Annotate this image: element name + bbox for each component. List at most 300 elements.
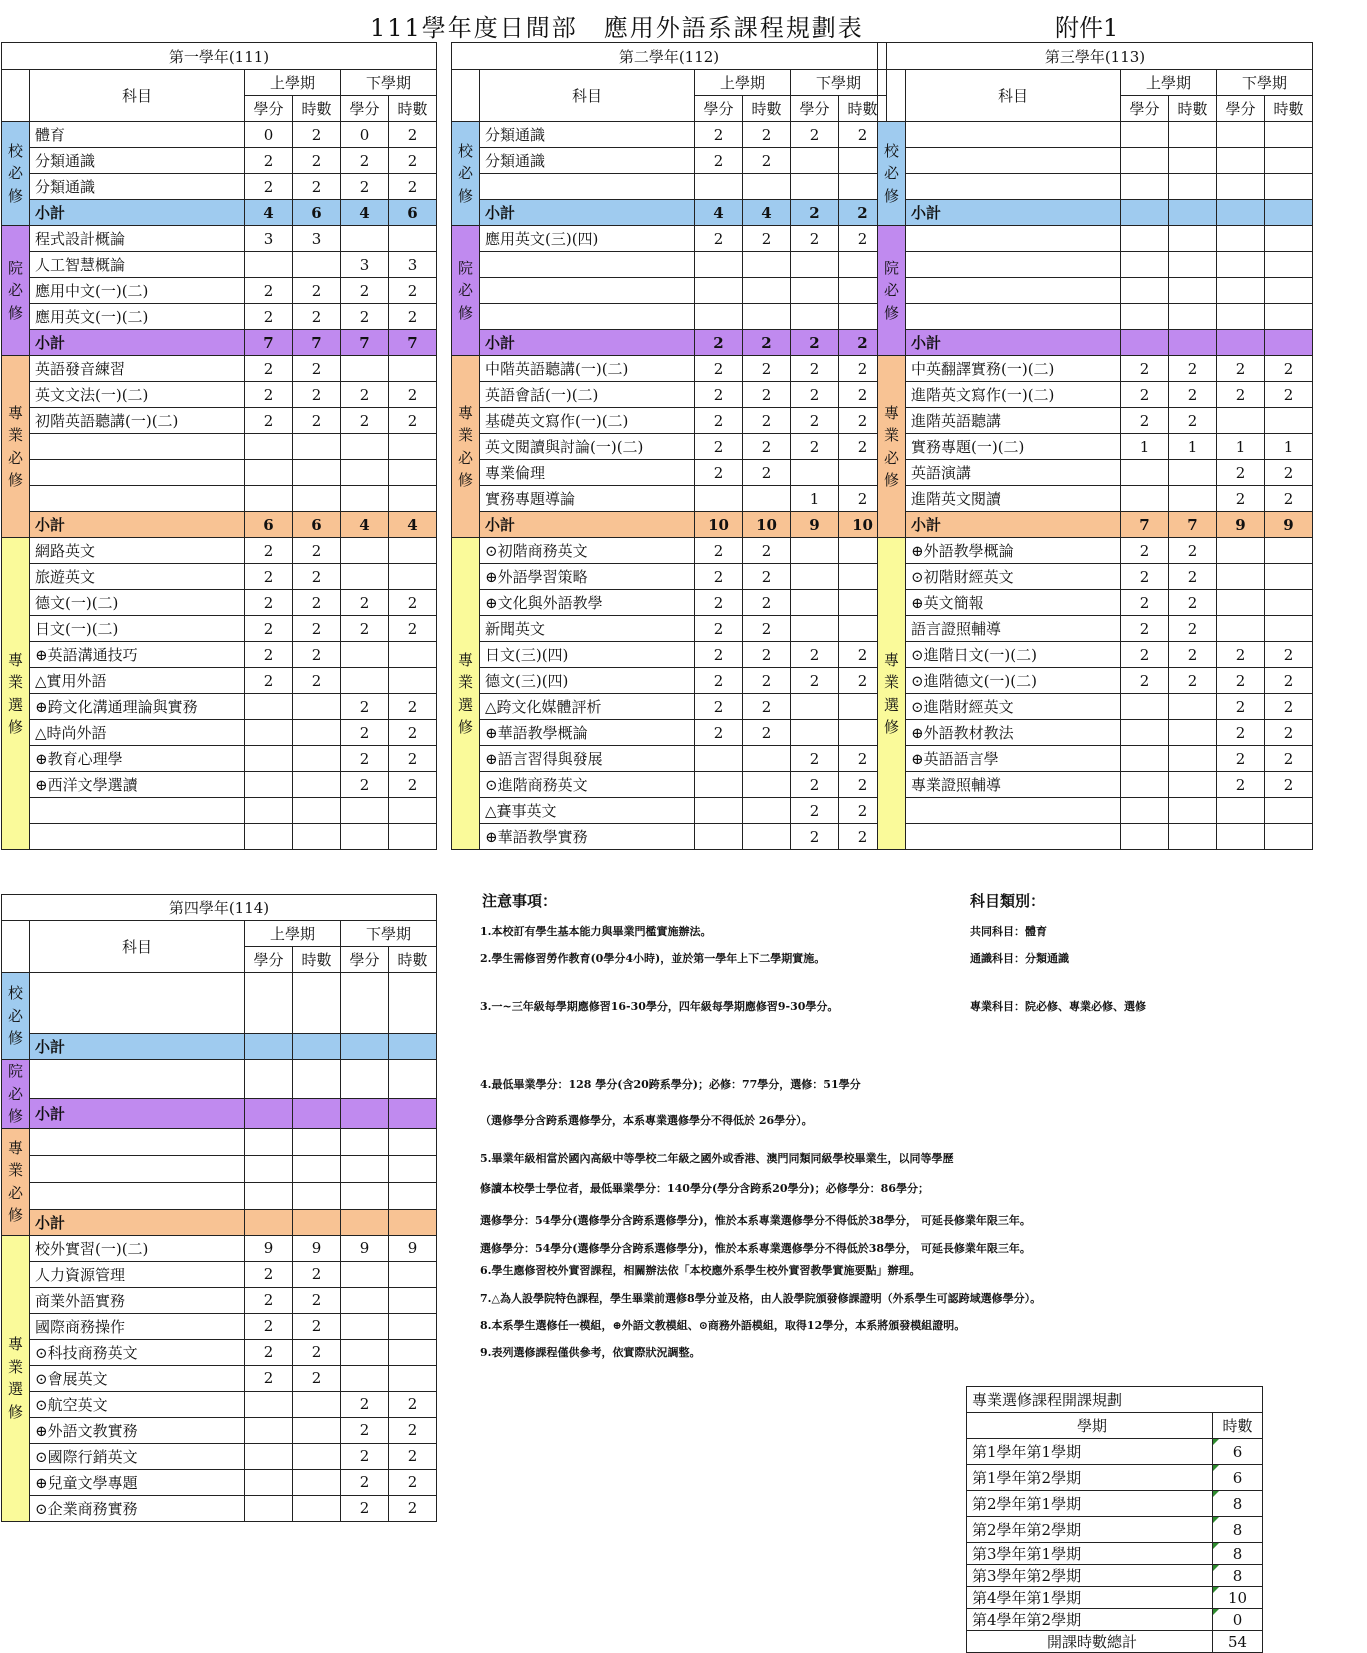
course-row <box>878 486 1313 512</box>
cell-marker-icon <box>1213 1565 1219 1571</box>
subtotal-value: 4 <box>695 200 743 226</box>
course-name <box>480 174 695 200</box>
course-name: 分類通識 <box>480 148 695 174</box>
course-value: 2 <box>293 304 341 330</box>
upper-term-header: 上學期 <box>1121 70 1217 96</box>
subtotal-label: 小計 <box>906 200 1121 226</box>
course-value <box>1121 772 1169 798</box>
category-label <box>878 356 906 538</box>
course-value: 2 <box>1217 356 1265 382</box>
category-text: 專業選修 <box>883 650 899 736</box>
course-value: 2 <box>245 174 293 200</box>
plan-title: 專業選修課程開課規劃 <box>967 1387 1263 1413</box>
course-value: 2 <box>839 642 887 668</box>
course-value: 2 <box>695 668 743 694</box>
course-value: 2 <box>1217 382 1265 408</box>
course-value <box>389 798 437 824</box>
plan-hours: 8 <box>1213 1517 1263 1543</box>
course-value: 2 <box>695 564 743 590</box>
course-value: 2 <box>791 408 839 434</box>
cell-marker-icon <box>1213 1587 1219 1593</box>
subtotal-row <box>2 1034 437 1060</box>
course-value: 2 <box>839 382 887 408</box>
course-value: 2 <box>293 1261 341 1287</box>
course-value <box>791 278 839 304</box>
course-name: ⊕文化與外語教學 <box>480 590 695 616</box>
subtotal-row <box>2 1098 437 1128</box>
year-label: 第一學年(111) <box>2 43 437 70</box>
course-name: 專業證照輔導 <box>906 772 1121 798</box>
subtotal-label: 小計 <box>30 330 245 356</box>
course-value <box>791 720 839 746</box>
course-value: 2 <box>389 278 437 304</box>
course-value <box>389 564 437 590</box>
course-row <box>878 798 1313 824</box>
course-name: △實用外語 <box>30 668 245 694</box>
subtotal-value: 2 <box>839 330 887 356</box>
course-value: 2 <box>293 356 341 382</box>
course-row <box>2 642 437 668</box>
credit-header: 學分 <box>245 947 293 973</box>
lower-term-header: 下學期 <box>791 70 887 96</box>
category-label <box>878 122 906 226</box>
subtotal-value <box>245 1034 293 1060</box>
course-value <box>791 174 839 200</box>
course-value: 2 <box>1169 408 1217 434</box>
subtotal-label: 小計 <box>480 200 695 226</box>
course-value <box>1121 798 1169 824</box>
course-value: 2 <box>743 382 791 408</box>
course-value <box>293 746 341 772</box>
course-value <box>1217 616 1265 642</box>
course-value <box>1265 564 1313 590</box>
empty-cell <box>245 1155 293 1182</box>
plan-row <box>967 1543 1263 1565</box>
course-value <box>245 1443 293 1469</box>
course-value: 2 <box>695 590 743 616</box>
course-value <box>1121 226 1169 252</box>
course-value <box>1265 616 1313 642</box>
course-row <box>878 122 1313 148</box>
course-row <box>2 434 437 460</box>
subtotal-value: 4 <box>245 200 293 226</box>
course-value: 2 <box>389 382 437 408</box>
course-name: ⊙科技商務英文 <box>30 1339 245 1365</box>
course-value: 2 <box>1121 590 1169 616</box>
course-value: 2 <box>1265 486 1313 512</box>
course-value <box>245 694 293 720</box>
course-value: 2 <box>1217 720 1265 746</box>
course-value: 2 <box>341 694 389 720</box>
course-row <box>878 642 1313 668</box>
course-name <box>906 174 1121 200</box>
course-value: 2 <box>743 668 791 694</box>
course-value: 2 <box>1121 642 1169 668</box>
course-value: 2 <box>245 1339 293 1365</box>
plan-row <box>967 1565 1263 1587</box>
note-line: 8.本系學生選修任一模組，⊕外語文教模組、⊙商務外語模組，取得12學分，本系將頒發模組證明。 <box>480 1319 966 1332</box>
plan-hours: 10 <box>1213 1587 1263 1609</box>
course-row <box>2 1391 437 1417</box>
course-value: 2 <box>341 408 389 434</box>
course-value <box>1265 174 1313 200</box>
course-row <box>2 616 437 642</box>
course-row <box>2 1155 437 1182</box>
course-value: 2 <box>743 694 791 720</box>
course-row <box>2 720 437 746</box>
category-text: 專業必修 <box>457 403 473 489</box>
course-value: 2 <box>839 798 887 824</box>
course-value <box>245 746 293 772</box>
course-value <box>341 642 389 668</box>
subtotal-value: 6 <box>293 200 341 226</box>
empty-cell <box>30 1060 245 1099</box>
empty-cell <box>293 973 341 1034</box>
course-name <box>906 148 1121 174</box>
course-row <box>2 408 437 434</box>
course-value <box>1121 746 1169 772</box>
course-row <box>878 278 1313 304</box>
course-name <box>906 304 1121 330</box>
course-row <box>2 278 437 304</box>
plan-term: 第4學年第1學期 <box>967 1587 1213 1609</box>
course-value <box>245 798 293 824</box>
course-value <box>1169 720 1217 746</box>
empty-cell <box>341 1060 389 1099</box>
subtotal-value: 7 <box>341 330 389 356</box>
course-value: 2 <box>695 122 743 148</box>
subtotal-value <box>389 1034 437 1060</box>
course-value: 2 <box>293 642 341 668</box>
course-name: 分類通識 <box>480 122 695 148</box>
course-row <box>878 408 1313 434</box>
credit-header: 學分 <box>695 96 743 122</box>
course-value <box>293 1391 341 1417</box>
subtotal-value: 4 <box>341 512 389 538</box>
notes-heading: 注意事項： <box>482 892 558 910</box>
title-main: 111學年度日間部 應用外語系課程規劃表 <box>370 14 864 42</box>
empty-cell <box>245 1128 293 1155</box>
course-value: 2 <box>293 122 341 148</box>
course-value <box>389 356 437 382</box>
category-label <box>2 1060 30 1129</box>
course-value <box>293 434 341 460</box>
course-row <box>2 694 437 720</box>
subtotal-row <box>878 512 1313 538</box>
course-row <box>452 486 887 512</box>
course-name: 德文(三)(四) <box>480 668 695 694</box>
course-row <box>878 538 1313 564</box>
course-value <box>791 304 839 330</box>
course-name: 中階英語聽講(一)(二) <box>480 356 695 382</box>
subtotal-value <box>1169 200 1217 226</box>
course-row <box>878 616 1313 642</box>
course-value: 2 <box>293 616 341 642</box>
course-value: 2 <box>293 1313 341 1339</box>
course-name: △賽事英文 <box>480 798 695 824</box>
course-row <box>452 226 887 252</box>
course-name: 進階英語聽講 <box>906 408 1121 434</box>
curriculum-year2 <box>451 42 887 850</box>
empty-cell <box>245 973 293 1034</box>
subtotal-value: 2 <box>839 200 887 226</box>
subtotal-value: 10 <box>695 512 743 538</box>
course-name: 程式設計概論 <box>30 226 245 252</box>
note-line: 6.學生應修習校外實習課程，相關辦法依「本校應外系學生校外實習教學實施要點」辦理。 <box>480 1264 921 1277</box>
subtotal-value: 7 <box>1121 512 1169 538</box>
subtotal-value <box>341 1209 389 1235</box>
course-row <box>2 356 437 382</box>
course-value <box>1121 720 1169 746</box>
course-row <box>452 668 887 694</box>
plan-row <box>967 1465 1263 1491</box>
course-value: 2 <box>743 538 791 564</box>
note-line: 7.△為人設學院特色課程，學生畢業前選修8學分並及格，由人設學院頒發修課證明（外系學生可認跨域選修學分）。 <box>480 1292 1042 1305</box>
course-row <box>878 226 1313 252</box>
course-value: 2 <box>743 460 791 486</box>
course-value <box>1121 122 1169 148</box>
note-line: 4.最低畢業學分：128 學分(含20跨系學分)；必修：77學分，選修：51學分 <box>480 1078 861 1091</box>
course-value <box>293 252 341 278</box>
course-row <box>452 174 887 200</box>
course-row <box>878 304 1313 330</box>
subject-header: 科目 <box>480 70 695 122</box>
course-value: 2 <box>341 1391 389 1417</box>
course-value: 2 <box>791 226 839 252</box>
course-value: 2 <box>743 616 791 642</box>
course-value: 2 <box>839 668 887 694</box>
course-value: 2 <box>341 746 389 772</box>
course-name: ⊙進階財經英文 <box>906 694 1121 720</box>
course-value: 0 <box>341 122 389 148</box>
course-row <box>2 226 437 252</box>
category-label <box>2 973 30 1060</box>
course-value: 2 <box>389 616 437 642</box>
course-value: 2 <box>791 772 839 798</box>
course-value: 2 <box>341 772 389 798</box>
course-name: ⊙初階商務英文 <box>480 538 695 564</box>
course-value: 2 <box>1169 668 1217 694</box>
plan-total-value: 54 <box>1213 1631 1263 1653</box>
course-value: 2 <box>293 590 341 616</box>
course-row <box>2 148 437 174</box>
course-value <box>1217 252 1265 278</box>
course-value: 2 <box>1265 720 1313 746</box>
course-value <box>341 434 389 460</box>
course-row <box>452 798 887 824</box>
course-name <box>906 798 1121 824</box>
empty-cell <box>341 1155 389 1182</box>
course-row <box>878 356 1313 382</box>
course-value <box>389 1261 437 1287</box>
curriculum-year4 <box>1 894 437 1522</box>
subtotal-value: 6 <box>293 512 341 538</box>
subtotal-value: 9 <box>1265 512 1313 538</box>
course-name: 人力資源管理 <box>30 1261 245 1287</box>
course-value: 2 <box>743 642 791 668</box>
course-value: 2 <box>839 434 887 460</box>
course-value: 2 <box>695 460 743 486</box>
subtotal-value <box>245 1209 293 1235</box>
course-value: 2 <box>389 148 437 174</box>
course-value <box>245 252 293 278</box>
empty-cell <box>389 1128 437 1155</box>
category-label <box>452 538 480 850</box>
course-row <box>2 1469 437 1495</box>
empty-cell <box>30 1155 245 1182</box>
empty-cell <box>293 1128 341 1155</box>
course-value <box>1217 798 1265 824</box>
category-label <box>2 1128 30 1235</box>
course-value <box>389 1287 437 1313</box>
course-value <box>245 824 293 850</box>
course-value: 2 <box>245 408 293 434</box>
course-name: 專業倫理 <box>480 460 695 486</box>
course-value: 2 <box>389 694 437 720</box>
course-value <box>1217 148 1265 174</box>
course-value <box>1121 460 1169 486</box>
category-label <box>452 122 480 226</box>
course-value <box>791 564 839 590</box>
subtotal-label: 小計 <box>30 1034 245 1060</box>
course-value <box>1169 252 1217 278</box>
empty-cell <box>30 1182 245 1209</box>
course-value: 2 <box>341 174 389 200</box>
course-row <box>452 304 887 330</box>
course-name: ⊙航空英文 <box>30 1391 245 1417</box>
subtotal-value: 6 <box>389 200 437 226</box>
subject-type-common: 共同科目：體育 <box>970 925 1047 938</box>
course-value: 2 <box>341 1495 389 1521</box>
course-value: 2 <box>245 356 293 382</box>
course-value <box>1121 252 1169 278</box>
note-line: 3.一~三年級每學期應修習16-30學分，四年級每學期應修習9-30學分。 <box>480 1000 839 1013</box>
course-name: 中英翻譯實務(一)(二) <box>906 356 1121 382</box>
course-value: 1 <box>1217 434 1265 460</box>
course-value <box>1169 746 1217 772</box>
subtotal-row <box>2 512 437 538</box>
course-name: ⊙國際行銷英文 <box>30 1443 245 1469</box>
course-value: 2 <box>791 434 839 460</box>
upper-term-header: 上學期 <box>245 70 341 96</box>
course-value <box>1217 538 1265 564</box>
subtotal-row <box>452 200 887 226</box>
course-row <box>2 824 437 850</box>
course-value <box>1265 304 1313 330</box>
course-value <box>1121 824 1169 850</box>
course-value: 1 <box>1169 434 1217 460</box>
category-label <box>452 226 480 356</box>
credit-header: 學分 <box>341 96 389 122</box>
course-value <box>293 694 341 720</box>
course-value: 2 <box>1265 382 1313 408</box>
subtotal-value: 7 <box>245 330 293 356</box>
hours-header: 時數 <box>389 96 437 122</box>
plan-term: 第1學年第2學期 <box>967 1465 1213 1491</box>
course-value: 2 <box>293 148 341 174</box>
subtotal-value: 6 <box>245 512 293 538</box>
course-value <box>389 668 437 694</box>
plan-hours: 6 <box>1213 1465 1263 1491</box>
course-value: 2 <box>1265 460 1313 486</box>
course-name: 人工智慧概論 <box>30 252 245 278</box>
course-row <box>452 746 887 772</box>
course-value: 2 <box>839 824 887 850</box>
course-row <box>2 1235 437 1261</box>
course-value: 1 <box>1121 434 1169 460</box>
course-value: 2 <box>695 694 743 720</box>
subtotal-value: 4 <box>389 512 437 538</box>
course-value: 2 <box>1169 382 1217 408</box>
course-value <box>341 1287 389 1313</box>
course-value: 2 <box>245 382 293 408</box>
course-name: ⊕華語教學實務 <box>480 824 695 850</box>
course-name: ⊕跨文化溝通理論與實務 <box>30 694 245 720</box>
course-value: 2 <box>1169 538 1217 564</box>
course-value <box>1169 798 1217 824</box>
course-value <box>389 824 437 850</box>
course-row <box>878 824 1313 850</box>
course-row <box>2 252 437 278</box>
course-value <box>245 1417 293 1443</box>
course-row <box>878 174 1313 200</box>
course-value: 2 <box>743 434 791 460</box>
course-name: 進階英文寫作(一)(二) <box>906 382 1121 408</box>
course-value: 2 <box>341 304 389 330</box>
credit-header: 學分 <box>1121 96 1169 122</box>
course-value <box>743 174 791 200</box>
course-row <box>452 616 887 642</box>
course-value <box>245 1469 293 1495</box>
course-name: ⊕西洋文學選讀 <box>30 772 245 798</box>
course-value: 2 <box>1265 772 1313 798</box>
category-text: 校必修 <box>457 141 473 205</box>
course-value: 2 <box>1217 460 1265 486</box>
course-value: 2 <box>791 642 839 668</box>
category-label <box>2 122 30 226</box>
course-name: 分類通識 <box>30 148 245 174</box>
course-value <box>341 538 389 564</box>
course-value: 2 <box>245 616 293 642</box>
subtotal-label: 小計 <box>30 1098 245 1128</box>
subtotal-value: 2 <box>791 200 839 226</box>
hours-header: 時數 <box>389 947 437 973</box>
course-value: 2 <box>695 148 743 174</box>
course-value: 3 <box>389 252 437 278</box>
course-value <box>245 486 293 512</box>
course-value <box>389 460 437 486</box>
subtotal-label: 小計 <box>30 512 245 538</box>
course-value <box>1265 278 1313 304</box>
course-value: 0 <box>245 122 293 148</box>
course-row <box>452 590 887 616</box>
title-attachment: 附件1 <box>1055 14 1119 42</box>
course-row <box>452 278 887 304</box>
course-name: △跨文化媒體評析 <box>480 694 695 720</box>
subtotal-value: 2 <box>695 330 743 356</box>
empty-cell <box>293 1060 341 1099</box>
subtotal-label: 小計 <box>30 200 245 226</box>
course-value: 2 <box>743 356 791 382</box>
plan-col-hours: 時數 <box>1213 1413 1263 1439</box>
course-name: ⊙進階日文(一)(二) <box>906 642 1121 668</box>
note-line: 1.本校訂有學生基本能力與畢業門檻實施辦法。 <box>480 925 712 938</box>
course-value <box>791 694 839 720</box>
course-name: 應用英文(三)(四) <box>480 226 695 252</box>
course-value <box>293 1469 341 1495</box>
course-value: 2 <box>1121 382 1169 408</box>
course-value <box>293 1417 341 1443</box>
